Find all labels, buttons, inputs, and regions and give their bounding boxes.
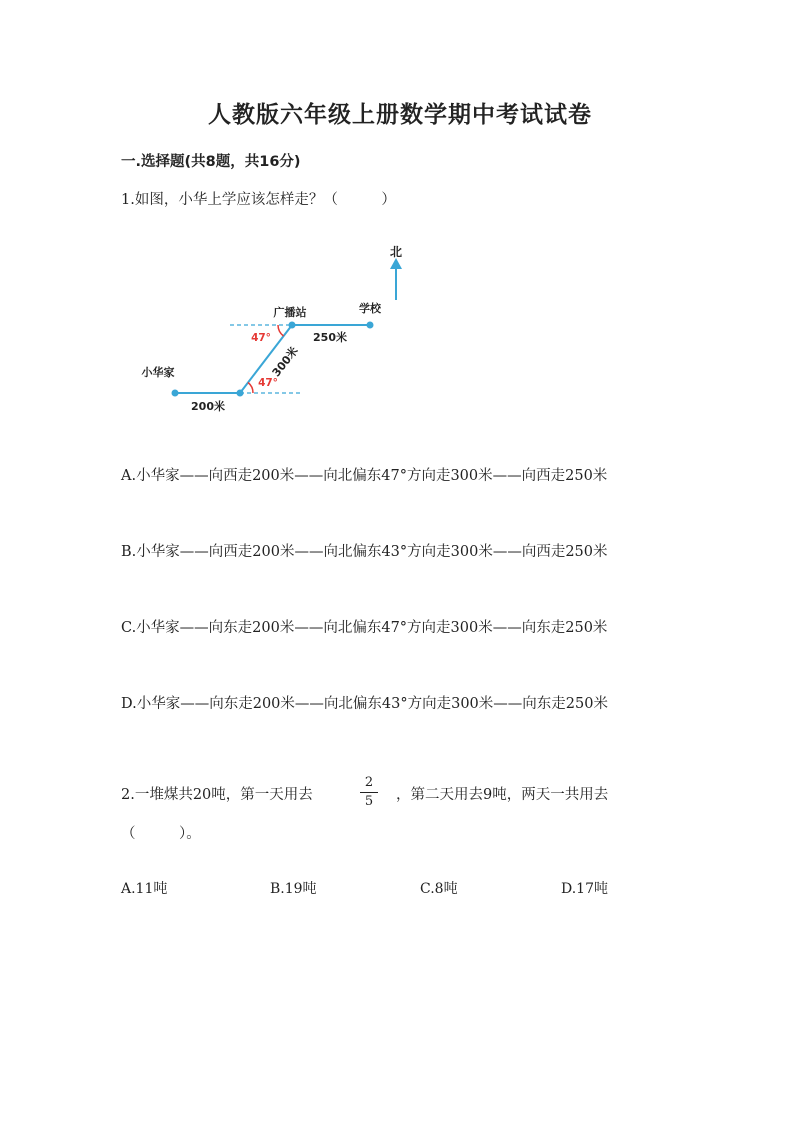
fraction-numerator: 2 (364, 775, 374, 790)
angle-bottom-label: 47° (258, 377, 278, 389)
question-2-stem-end: ，第二天用去9吨，两天一共用去 (396, 787, 609, 803)
fraction-denominator: 5 (364, 794, 374, 809)
angle-top-label: 47° (251, 332, 271, 344)
fraction-two-fifths (358, 774, 380, 811)
turn-point (237, 390, 244, 397)
section-heading: 一.选择题(共8题，共16分) (121, 154, 301, 170)
school-point (367, 322, 374, 329)
station-label: 广播站 (273, 306, 307, 319)
segment-diagonal-label: 300米 (269, 344, 301, 380)
q1-option-c[interactable]: C.小华家——向东走200米——向北偏东47°方向走300米——向东走250米 (121, 620, 608, 636)
question-2-stem-line2: （ ）。 (121, 826, 201, 842)
angle-arc-top (278, 325, 284, 336)
station-point (289, 322, 296, 329)
home-point (172, 390, 179, 397)
segment-top-label: 250米 (313, 331, 347, 344)
question-1-stem: 1.如图，小华上学应该怎样走？（ ） (121, 192, 396, 208)
angle-arc-bottom (248, 383, 253, 394)
exam-title: 人教版六年级上册数学期中考试试卷 (208, 102, 592, 128)
q2-option-d[interactable]: D.17吨 (561, 881, 608, 897)
segment-bottom-label: 200米 (191, 400, 225, 413)
north-arrowhead (390, 258, 402, 269)
q1-option-a[interactable]: A.小华家——向西走200米——向北偏东47°方向走300米——向西走250米 (121, 468, 608, 484)
question-2-stem-start: 2.一堆煤共20吨，第一天用去 (121, 787, 313, 803)
q1-option-d[interactable]: D.小华家——向东走200米——向北偏东43°方向走300米——向东走250米 (121, 696, 608, 712)
q2-option-b[interactable]: B.19吨 (270, 881, 317, 897)
q2-option-a[interactable]: A.11吨 (121, 881, 168, 897)
home-label: 小华家 (141, 366, 175, 379)
q1-option-b[interactable]: B.小华家——向西走200米——向北偏东43°方向走300米——向西走250米 (121, 544, 608, 560)
route-diagram (130, 236, 430, 426)
school-label: 学校 (359, 302, 381, 315)
q2-option-c[interactable]: C.8吨 (420, 881, 458, 897)
north-label: 北 (389, 245, 403, 259)
